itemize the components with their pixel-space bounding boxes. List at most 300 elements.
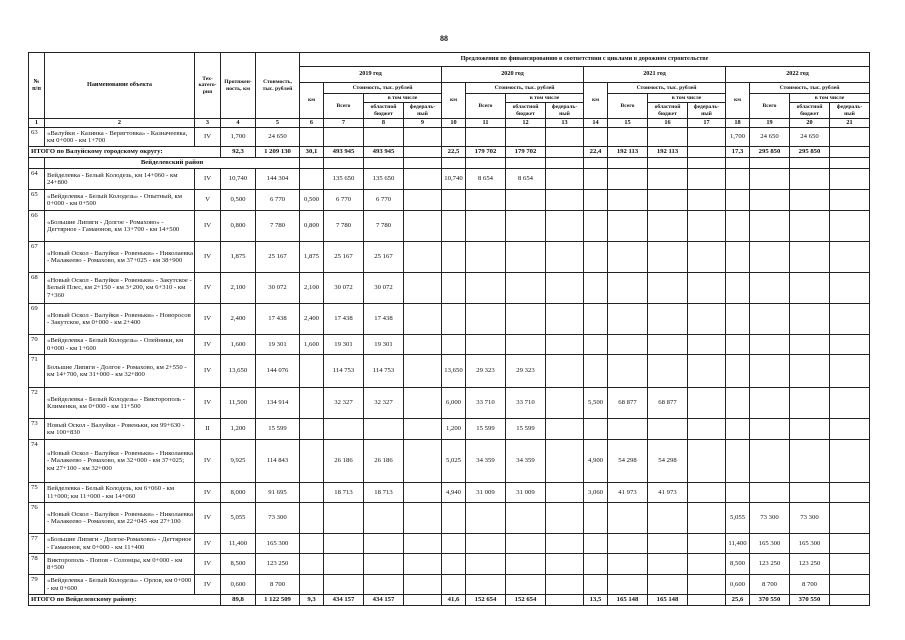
- value-cell: [466, 575, 506, 595]
- length: 13,650: [221, 355, 256, 388]
- empty-cell: [300, 158, 324, 169]
- value-cell: 73 300: [790, 503, 830, 534]
- value-cell: [442, 554, 466, 575]
- value-cell: [750, 355, 790, 388]
- value-cell: [584, 355, 608, 388]
- total-value: 30,1: [300, 147, 324, 158]
- value-cell: 7 780: [324, 211, 364, 242]
- table-row: [29, 575, 870, 595]
- incl-header: в том числе: [364, 94, 442, 103]
- column-number: 14: [584, 119, 608, 128]
- value-cell: [750, 335, 790, 355]
- year-header-2019: 2019 год: [300, 67, 442, 83]
- empty-cell: [364, 158, 404, 169]
- object-name: «Вейделевка - Белый Колодезь» - Орлов, км 0+000 - км 0+600: [45, 575, 195, 595]
- value-cell: [300, 355, 324, 388]
- value-cell: [688, 440, 726, 483]
- object-name: Вейделевка - Белый Колодезь, км 6+060 - км 11+000; км 11+000 - км 14+060: [45, 483, 195, 503]
- value-cell: [688, 503, 726, 534]
- value-cell: [648, 242, 688, 273]
- length: 0,600: [221, 575, 256, 595]
- value-cell: [546, 388, 584, 419]
- value-cell: [546, 304, 584, 335]
- total-value: 25,6: [726, 595, 750, 606]
- value-cell: [608, 534, 648, 554]
- total-value: 370 550: [790, 595, 830, 606]
- value-cell: [750, 169, 790, 190]
- value-cell: [750, 483, 790, 503]
- empty-cell: [750, 158, 790, 169]
- row-number: 64: [29, 169, 45, 190]
- value-cell: [546, 534, 584, 554]
- value-cell: 2,400: [300, 304, 324, 335]
- value-cell: 135 650: [364, 169, 404, 190]
- value-cell: [648, 534, 688, 554]
- empty-cell: [790, 158, 830, 169]
- value-cell: [648, 554, 688, 575]
- empty-cell: [506, 158, 546, 169]
- regional-header: областной бюджет: [790, 103, 830, 119]
- value-cell: [364, 419, 404, 440]
- category: IV: [195, 440, 221, 483]
- value-cell: 8 654: [466, 169, 506, 190]
- row-number: 63: [29, 128, 45, 147]
- district-title: Вейделевский район: [45, 158, 300, 169]
- value-cell: [648, 304, 688, 335]
- value-cell: [466, 211, 506, 242]
- empty-cell: [546, 158, 584, 169]
- category: IV: [195, 554, 221, 575]
- table-row: [29, 503, 870, 534]
- value-cell: [404, 534, 442, 554]
- column-number: 5: [256, 119, 300, 128]
- object-name: «Большие Липяги - Долгое-Ромахово» - Дегтярное - Гамаюнов, км 0+000 - км 11+400: [45, 534, 195, 554]
- total-cost: 1 122 509: [256, 595, 300, 606]
- value-cell: [608, 128, 648, 147]
- value-cell: [442, 575, 466, 595]
- value-cell: [546, 503, 584, 534]
- value-cell: [584, 128, 608, 147]
- total-value: 152 654: [506, 595, 546, 606]
- value-cell: 32 327: [364, 388, 404, 419]
- value-cell: 18 713: [364, 483, 404, 503]
- row-number: 70: [29, 335, 45, 355]
- row-number: 73: [29, 419, 45, 440]
- value-cell: 30 072: [324, 273, 364, 304]
- value-cell: 13,650: [442, 355, 466, 388]
- table-row: [29, 211, 870, 242]
- value-cell: [688, 355, 726, 388]
- value-cell: [688, 169, 726, 190]
- value-cell: [506, 575, 546, 595]
- object-name: «Вейделевка - Белый Колодезь» - Олейники, км 0+000 - км 1+600: [45, 335, 195, 355]
- value-cell: [726, 211, 750, 242]
- value-cell: [506, 335, 546, 355]
- value-cell: 33 710: [466, 388, 506, 419]
- total-value: 295 850: [790, 147, 830, 158]
- value-cell: [442, 190, 466, 211]
- cost: 8 700: [256, 575, 300, 595]
- total-value: 22,4: [584, 147, 608, 158]
- value-cell: [404, 335, 442, 355]
- value-cell: 1,875: [300, 242, 324, 273]
- value-cell: [790, 273, 830, 304]
- value-cell: [466, 304, 506, 335]
- km-header: км: [726, 83, 750, 119]
- table-row: [29, 169, 870, 190]
- value-cell: [688, 190, 726, 211]
- value-cell: 1,200: [442, 419, 466, 440]
- value-cell: [546, 242, 584, 273]
- empty-cell: [466, 158, 506, 169]
- value-cell: 24 650: [790, 128, 830, 147]
- value-cell: 34 359: [506, 440, 546, 483]
- value-cell: [648, 211, 688, 242]
- value-cell: 32 327: [324, 388, 364, 419]
- column-number: 4: [221, 119, 256, 128]
- empty-cell: [830, 158, 870, 169]
- value-cell: [546, 211, 584, 242]
- category: IV: [195, 304, 221, 335]
- value-cell: [608, 304, 648, 335]
- object-name: «Вейделевка - Белый Колодезь» - Опытный, км 0+000 - км 0+500: [45, 190, 195, 211]
- row-number: 65: [29, 190, 45, 211]
- object-name: Вейделевка - Белый Колодезь, км 14+060 - км 24+800: [45, 169, 195, 190]
- value-cell: 6 770: [364, 190, 404, 211]
- total-header: Всего: [324, 94, 364, 119]
- object-name: «Новый Оскол - Валуйки - Ровеньки» - Закутское - Белый Плес, км 2+150 - км 3+200, км 6+310 - км 7+360: [45, 273, 195, 304]
- value-cell: [790, 355, 830, 388]
- value-cell: [688, 335, 726, 355]
- category: IV: [195, 169, 221, 190]
- cost: 19 301: [256, 335, 300, 355]
- cost: 91 695: [256, 483, 300, 503]
- value-cell: [404, 503, 442, 534]
- table-row: [29, 128, 870, 147]
- value-cell: 1,700: [726, 128, 750, 147]
- value-cell: [466, 503, 506, 534]
- value-cell: [830, 190, 870, 211]
- value-cell: [466, 242, 506, 273]
- length: 1,600: [221, 335, 256, 355]
- empty-cell: [688, 158, 726, 169]
- cost-subheader: Стоимость, тыс. рублей: [466, 83, 584, 94]
- value-cell: [790, 211, 830, 242]
- value-cell: [506, 211, 546, 242]
- value-cell: [404, 169, 442, 190]
- table-row: [29, 273, 870, 304]
- value-cell: [648, 273, 688, 304]
- value-cell: 73 300: [750, 503, 790, 534]
- cost-subheader: Стоимость, тыс. рублей: [324, 83, 442, 94]
- category: IV: [195, 128, 221, 147]
- object-name: Викторополь - Попов - Солонцы, км 0+000 - км 8+500: [45, 554, 195, 575]
- value-cell: [688, 388, 726, 419]
- col-category-header: Тех- катего- рия: [195, 53, 221, 119]
- length: 1,700: [221, 128, 256, 147]
- year-header-2020: 2020 год: [442, 67, 584, 83]
- value-cell: [466, 128, 506, 147]
- value-cell: [364, 503, 404, 534]
- value-cell: 0,500: [300, 190, 324, 211]
- value-cell: [648, 335, 688, 355]
- value-cell: [648, 575, 688, 595]
- regional-header: областной бюджет: [364, 103, 404, 119]
- value-cell: 165 300: [750, 534, 790, 554]
- empty-cell: [442, 158, 466, 169]
- row-number: 76: [29, 503, 45, 534]
- total-value: 165 148: [608, 595, 648, 606]
- column-number: 13: [546, 119, 584, 128]
- value-cell: 15 599: [466, 419, 506, 440]
- value-cell: 26 186: [364, 440, 404, 483]
- total-value: 13,5: [584, 595, 608, 606]
- value-cell: [506, 503, 546, 534]
- value-cell: [726, 388, 750, 419]
- value-cell: [404, 128, 442, 147]
- value-cell: [466, 534, 506, 554]
- value-cell: [726, 355, 750, 388]
- value-cell: [300, 169, 324, 190]
- value-cell: [726, 242, 750, 273]
- value-cell: [830, 211, 870, 242]
- value-cell: 6 770: [324, 190, 364, 211]
- row-number: 71: [29, 355, 45, 388]
- value-cell: [546, 575, 584, 595]
- value-cell: [688, 304, 726, 335]
- object-name: «Новый Оскол - Валуйки - Ровеньки» - Новоросов - Закутское, км 0+000 - км 2+400: [45, 304, 195, 335]
- object-name: Новый Оскол - Валуйки - Ровеньки, км 99+630 - км 100+830: [45, 419, 195, 440]
- total-value: 192 113: [648, 147, 688, 158]
- value-cell: 54 298: [608, 440, 648, 483]
- value-cell: [300, 575, 324, 595]
- value-cell: [300, 128, 324, 147]
- cost: 25 167: [256, 242, 300, 273]
- table-row: [29, 388, 870, 419]
- value-cell: [364, 128, 404, 147]
- total-value: [546, 147, 584, 158]
- object-name: «Большие Липяги - Долгое - Ромахово» - Дегтярное - Гамаюнов, км 13+700 - км 14+500: [45, 211, 195, 242]
- value-cell: [790, 169, 830, 190]
- year-header-2021: 2021 год: [584, 67, 726, 83]
- table-row: [29, 304, 870, 335]
- value-cell: [830, 335, 870, 355]
- value-cell: [608, 503, 648, 534]
- financing-table: [28, 52, 870, 606]
- value-cell: 8 654: [506, 169, 546, 190]
- cost: 6 770: [256, 190, 300, 211]
- length: 2,400: [221, 304, 256, 335]
- total-value: [688, 147, 726, 158]
- total-value: [546, 595, 584, 606]
- total-row: [29, 147, 870, 158]
- value-cell: [608, 355, 648, 388]
- value-cell: [404, 554, 442, 575]
- value-cell: [750, 440, 790, 483]
- value-cell: [688, 534, 726, 554]
- value-cell: 0,600: [726, 575, 750, 595]
- district-row: [29, 158, 870, 169]
- value-cell: [648, 128, 688, 147]
- col-name-header: Наименование объекта: [45, 53, 195, 119]
- category: V: [195, 190, 221, 211]
- column-number: 12: [506, 119, 546, 128]
- value-cell: [726, 440, 750, 483]
- value-cell: [300, 440, 324, 483]
- value-cell: [608, 211, 648, 242]
- column-number: 19: [750, 119, 790, 128]
- value-cell: 8,500: [726, 554, 750, 575]
- value-cell: 5,025: [442, 440, 466, 483]
- column-number: 7: [324, 119, 364, 128]
- column-numbers-row: [29, 119, 870, 128]
- incl-header: в том числе: [506, 94, 584, 103]
- value-cell: [404, 355, 442, 388]
- value-cell: 34 359: [466, 440, 506, 483]
- column-number: 6: [300, 119, 324, 128]
- value-cell: [404, 211, 442, 242]
- value-cell: [466, 335, 506, 355]
- length: 5,055: [221, 503, 256, 534]
- value-cell: [790, 190, 830, 211]
- value-cell: [442, 273, 466, 304]
- object-name: «Новый Оскол - Валуйки - Ровеньки» - Николаевка - Малакеево - Ромахово, км 37+025 - км 38+900: [45, 242, 195, 273]
- row-number: 75: [29, 483, 45, 503]
- value-cell: [830, 440, 870, 483]
- value-cell: 7 780: [364, 211, 404, 242]
- total-header: Всего: [466, 94, 506, 119]
- category: IV: [195, 503, 221, 534]
- value-cell: [830, 304, 870, 335]
- value-cell: [546, 169, 584, 190]
- value-cell: [466, 554, 506, 575]
- value-cell: [546, 554, 584, 575]
- category: IV: [195, 355, 221, 388]
- value-cell: [608, 335, 648, 355]
- value-cell: [584, 304, 608, 335]
- value-cell: [790, 419, 830, 440]
- value-cell: [506, 242, 546, 273]
- value-cell: [546, 483, 584, 503]
- total-value: 179 702: [466, 147, 506, 158]
- value-cell: [404, 419, 442, 440]
- table-row: [29, 483, 870, 503]
- value-cell: [404, 483, 442, 503]
- total-value: 165 148: [648, 595, 688, 606]
- row-number: 69: [29, 304, 45, 335]
- value-cell: [830, 128, 870, 147]
- value-cell: [750, 211, 790, 242]
- length: 11,400: [221, 534, 256, 554]
- value-cell: [584, 169, 608, 190]
- column-number: 8: [364, 119, 404, 128]
- value-cell: [688, 128, 726, 147]
- value-cell: [584, 211, 608, 242]
- value-cell: [546, 440, 584, 483]
- length: 8,500: [221, 554, 256, 575]
- table-body: [29, 128, 870, 606]
- length: 9,925: [221, 440, 256, 483]
- value-cell: [584, 554, 608, 575]
- value-cell: 4,900: [584, 440, 608, 483]
- value-cell: 3,060: [584, 483, 608, 503]
- value-cell: 68 877: [648, 388, 688, 419]
- empty-cell: [404, 158, 442, 169]
- value-cell: [688, 273, 726, 304]
- regional-header: областной бюджет: [506, 103, 546, 119]
- value-cell: [830, 575, 870, 595]
- federal-header: федераль- ный: [546, 103, 584, 119]
- total-value: 434 157: [364, 595, 404, 606]
- value-cell: 5,500: [584, 388, 608, 419]
- value-cell: [442, 304, 466, 335]
- cost: 114 843: [256, 440, 300, 483]
- total-value: [688, 595, 726, 606]
- value-cell: 123 250: [750, 554, 790, 575]
- empty-cell: [584, 158, 608, 169]
- total-value: 41,6: [442, 595, 466, 606]
- value-cell: [546, 128, 584, 147]
- value-cell: 114 753: [364, 355, 404, 388]
- value-cell: [584, 534, 608, 554]
- federal-header: федераль- ный: [830, 103, 870, 119]
- value-cell: [442, 534, 466, 554]
- column-number: 16: [648, 119, 688, 128]
- value-cell: 25 167: [364, 242, 404, 273]
- length: 11,500: [221, 388, 256, 419]
- total-length: 89,8: [221, 595, 256, 606]
- cost: 123 250: [256, 554, 300, 575]
- cost: 73 300: [256, 503, 300, 534]
- value-cell: [324, 128, 364, 147]
- total-length: 92,3: [221, 147, 256, 158]
- value-cell: [404, 440, 442, 483]
- value-cell: [324, 503, 364, 534]
- value-cell: 5,055: [726, 503, 750, 534]
- table-row: [29, 190, 870, 211]
- empty-cell: [726, 158, 750, 169]
- value-cell: [584, 575, 608, 595]
- category: IV: [195, 534, 221, 554]
- value-cell: 41 973: [648, 483, 688, 503]
- value-cell: [364, 534, 404, 554]
- value-cell: [506, 534, 546, 554]
- value-cell: 29 323: [506, 355, 546, 388]
- value-cell: [300, 483, 324, 503]
- value-cell: [442, 211, 466, 242]
- row-number: 66: [29, 211, 45, 242]
- value-cell: [790, 242, 830, 273]
- value-cell: [608, 242, 648, 273]
- category: IV: [195, 335, 221, 355]
- value-cell: [324, 575, 364, 595]
- category: IV: [195, 575, 221, 595]
- federal-header: федераль- ный: [688, 103, 726, 119]
- cost: 17 438: [256, 304, 300, 335]
- value-cell: [442, 335, 466, 355]
- cost: 24 650: [256, 128, 300, 147]
- cost: 165 300: [256, 534, 300, 554]
- value-cell: [584, 419, 608, 440]
- value-cell: 24 650: [750, 128, 790, 147]
- cost: 15 599: [256, 419, 300, 440]
- value-cell: [404, 304, 442, 335]
- value-cell: [726, 419, 750, 440]
- regional-header: областной бюджет: [648, 103, 688, 119]
- value-cell: [608, 575, 648, 595]
- value-cell: [648, 190, 688, 211]
- value-cell: 6,000: [442, 388, 466, 419]
